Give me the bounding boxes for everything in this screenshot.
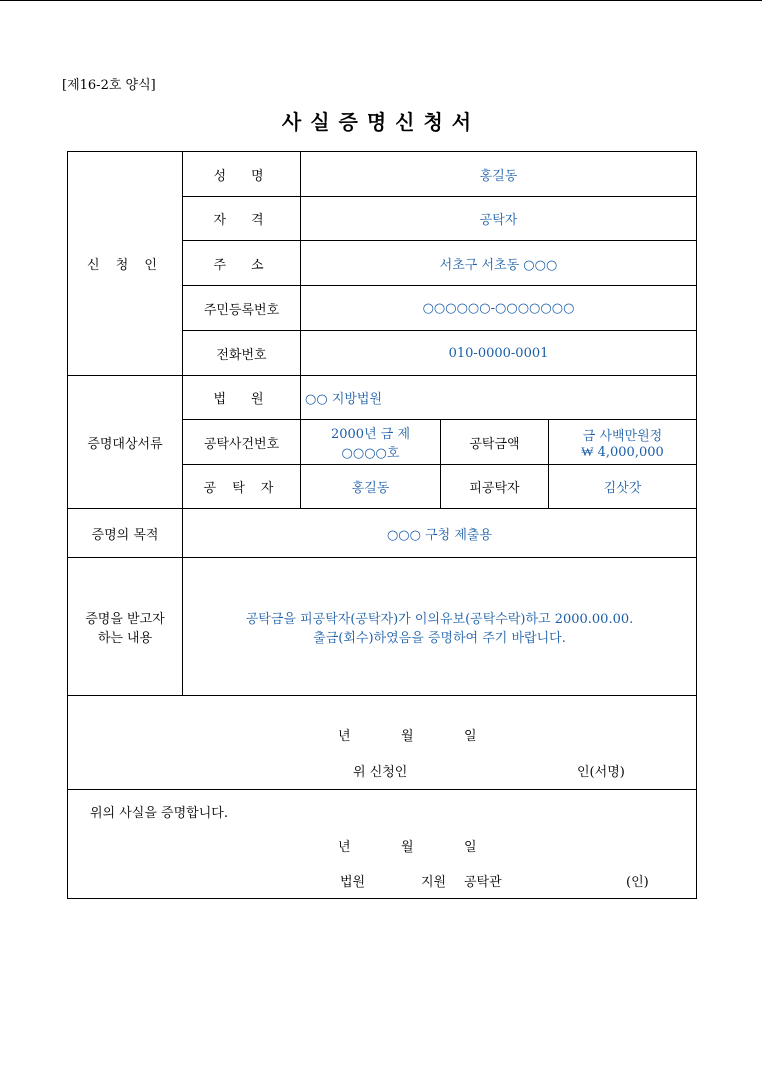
applicant-section-label: 신 청 인 [68, 152, 183, 376]
certification-statement: 위의 사실을 증명합니다. [90, 806, 228, 821]
case-no-value-line1: 2000년 금 제 [330, 427, 411, 442]
qualification-value[interactable]: 공탁자 [301, 197, 697, 241]
qualification-label: 자 격 [183, 197, 301, 241]
address-value[interactable]: 서초구 서초동 ○○○ [301, 241, 697, 286]
document-title: 사실증명신청서 [281, 110, 481, 134]
content-value[interactable] [183, 558, 697, 696]
court-value[interactable]: ○○ 지방법원 [301, 376, 697, 420]
case-no-value-line2: ○○○○호 [341, 446, 400, 461]
phone-label: 전화번호 [183, 331, 301, 376]
purpose-row [68, 509, 697, 558]
case-no-label: 공탁사건번호 [183, 420, 301, 465]
certification-row [68, 790, 697, 899]
cert-day: 일 [464, 840, 477, 855]
depositee-label: 피공탁자 [441, 465, 549, 509]
resident-no-value[interactable]: ○○○○○○-○○○○○○○ [301, 286, 697, 331]
cert-seal: (인) [626, 875, 649, 890]
applicant-name-row [68, 152, 697, 197]
amount-value-line2: ₩ 4,000,000 [581, 444, 664, 460]
applicant-sign-label: 위 신청인 [353, 765, 408, 780]
form-code: [제16-2호 양식] [62, 78, 156, 93]
applicant-sign-row [68, 696, 697, 790]
depositee-value[interactable]: 김삿갓 [549, 465, 697, 509]
application-form-table [67, 151, 697, 899]
purpose-value[interactable]: ○○○ 구청 제출용 [183, 509, 697, 558]
cert-branch: 지원 [421, 875, 447, 890]
content-value-line2: 출금(회수)하였음을 증명하여 주기 바랍니다. [313, 630, 566, 646]
sign-day: 일 [464, 729, 477, 744]
cert-month: 월 [401, 840, 414, 855]
certification-block [68, 790, 696, 898]
case-no-value[interactable] [301, 420, 441, 465]
phone-value[interactable]: 010-0000-0001 [301, 331, 697, 376]
court-row [68, 376, 697, 420]
sign-month: 월 [401, 729, 414, 744]
purpose-label: 증명의 목적 [68, 509, 183, 558]
depositor-label: 공 탁 자 [183, 465, 301, 509]
amount-label: 공탁금액 [441, 420, 549, 465]
cert-court: 법원 [340, 875, 366, 890]
content-row [68, 558, 697, 696]
resident-no-label: 주민등록번호 [183, 286, 301, 331]
content-label [68, 558, 183, 696]
amount-value[interactable] [549, 420, 697, 465]
content-label-line2: 하는 내용 [97, 630, 153, 646]
content-label-line1: 증명을 받고자 [85, 611, 165, 627]
name-label: 성 명 [183, 152, 301, 197]
cert-year: 년 [338, 840, 351, 855]
cert-officer: 공탁관 [464, 875, 502, 890]
name-value[interactable]: 홍길동 [301, 152, 697, 197]
content-value-line1: 공탁금을 피공탁자(공탁자)가 이의유보(공탁수락)하고 2000.00.00. [245, 611, 634, 627]
applicant-sign-block [68, 696, 696, 789]
address-label: 주 소 [183, 241, 301, 286]
applicant-seal-label[interactable]: 인(서명) [577, 765, 625, 780]
top-rule [0, 0, 762, 1]
sign-year: 년 [338, 729, 351, 744]
depositor-value[interactable]: 홍길동 [301, 465, 441, 509]
target-docs-section-label: 증명대상서류 [68, 376, 183, 509]
court-label: 법 원 [183, 376, 301, 420]
amount-value-line1: 금 사백만원정 [582, 428, 663, 444]
